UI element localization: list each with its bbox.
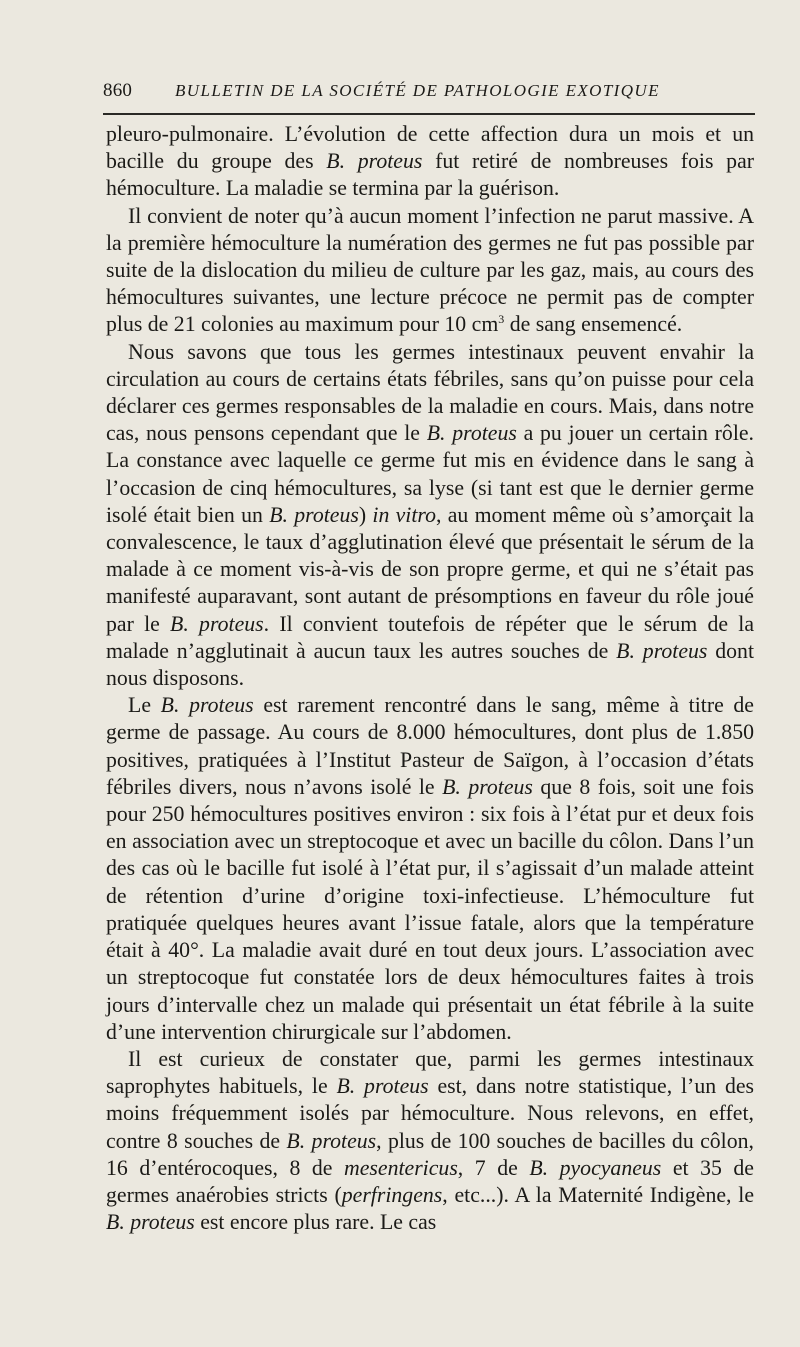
text-run: , au moment même où s’amorçait la convalescence, le taux d’agglutination élevé que présentait le sérum de la malade à ce moment vis-à-vis de son propre germe, et qui ne s’était pas manifesté auparavant, sont autant de présomptions en faveur du rôle joué par le [106,502,754,636]
paragraph [106,1046,754,1236]
text-run: dont nous disposons. [106,638,755,691]
text-run: ) [358,502,373,527]
text-run: , 7 de [457,1155,530,1180]
text-run: est encore plus rare. Le cas [194,1210,437,1235]
text-run: est rarement rencontré dans le sang, même à titre de germe de passage. Au cours de 8.000 hémocultures, dont plus de 1.850 positives, pratiquées à l’Institut Pasteur de Saïgon, à l’occasion d’états fébriles divers, nous n’avons isolé le [106,693,754,799]
text-run: Il est curieux de constater que, parmi les germes intestinaux saprophytes habituels, le [106,1046,754,1099]
italic-text: in vitro [372,502,436,527]
italic-text: B. proteus [160,693,254,718]
paragraph [106,203,754,339]
text-run: fut retiré de nombreuses fois par hémoculture. La maladie se termina par la guérison. [106,149,755,201]
paragraph [106,692,754,1046]
text-run: , plus de 100 souches de bacilles du côlon, 16 d’entérocoques, 8 de [106,1128,754,1180]
text-run: pleuro-pulmonaire. L’évolution de cette affection dura un mois et un bacille du groupe des [106,122,754,174]
paragraph [106,339,754,693]
text-run: , etc...). A la Maternité Indigène, le [442,1182,754,1207]
paragraph [106,121,754,203]
italic-text: B. pyocyaneus [529,1155,662,1180]
text-run: et 35 de germes anaérobies stricts ( [106,1155,754,1207]
page-number: 860 [103,80,133,101]
italic-text: mesentericus [344,1155,458,1180]
italic-text: perfringens [341,1182,443,1207]
running-head: BULLETIN DE LA SOCIÉTÉ DE PATHOLOGIE EXOTIQUE [175,81,660,100]
text-run: Il convient de noter qu’à aucun moment l’infection ne parut massive. A la première hémoculture la numération des germes ne fut pas possible par suite de la dislocation du milieu de culture par les gaz, mais, au cours des hémocultures suivantes, une lecture précoce ne permit pas de compter plus de 21 colonies au maximum pour 10 cm [106,203,754,337]
text-run: . Il convient toutefois de répéter que le sérum de la malade n’agglutinait à aucun taux les autres souches de [106,611,754,663]
italic-text: B. proteus [170,611,264,636]
text-run: Le [128,693,161,718]
page-header [103,80,755,110]
italic-text: B. proteus [336,1074,429,1099]
superscript-text: 3 [498,312,505,327]
text-run: a pu jouer un certain rôle. La constance avec laquelle ce germe fut mis en évidence dans le sang à l’occasion de cinq hémocultures, sa lyse (si tant est que le dernier germe isolé était bien un [106,421,754,527]
italic-text: B. proteus [106,1210,195,1235]
article-body [106,121,754,1236]
italic-text: B. proteus [616,638,708,663]
italic-text: B. proteus [426,421,517,446]
text-run: Nous savons que tous les germes intestinaux peuvent envahir la circulation au cours de certains états fébriles, sans qu’on puisse pour cela déclarer ces germes responsables de la maladie en cours. Mais, dans notre cas, nous pensons cependant que le [106,339,754,446]
header-rule [103,113,755,115]
text-run: est, dans notre statistique, l’un des moins fréquemment isolés par hémoculture. Nous relevons, en effet, contre 8 souches de [106,1074,754,1153]
text-run: que 8 fois, soit une fois pour 250 hémocultures positives environ : six fois à l’état pur et deux fois en association avec un streptocoque et avec un bacille du côlon. Dans l’un des cas où le bacille fut isolé à l’état pur, il s’agissait d’un malade atteint de rétention d’urine d’origine toxi-infectieuse. L’hémoculture fut pratiquée quelques heures avant l’issue fatale, alors que la température était à 40°. La maladie avait duré en tout deux jours. L’association avec un streptocoque fut constatée lors de deux hémocultures faites à trois jours d’intervalle chez un malade qui présentait un état fébrile à la suite d’une intervention chirurgicale sur l’abdomen. [106,774,755,1044]
italic-text: B. proteus [269,502,359,527]
text-run: de sang ensemencé. [504,312,683,337]
italic-text: B. proteus [326,149,423,174]
italic-text: B. proteus [442,774,533,799]
italic-text: B. proteus [286,1128,377,1153]
